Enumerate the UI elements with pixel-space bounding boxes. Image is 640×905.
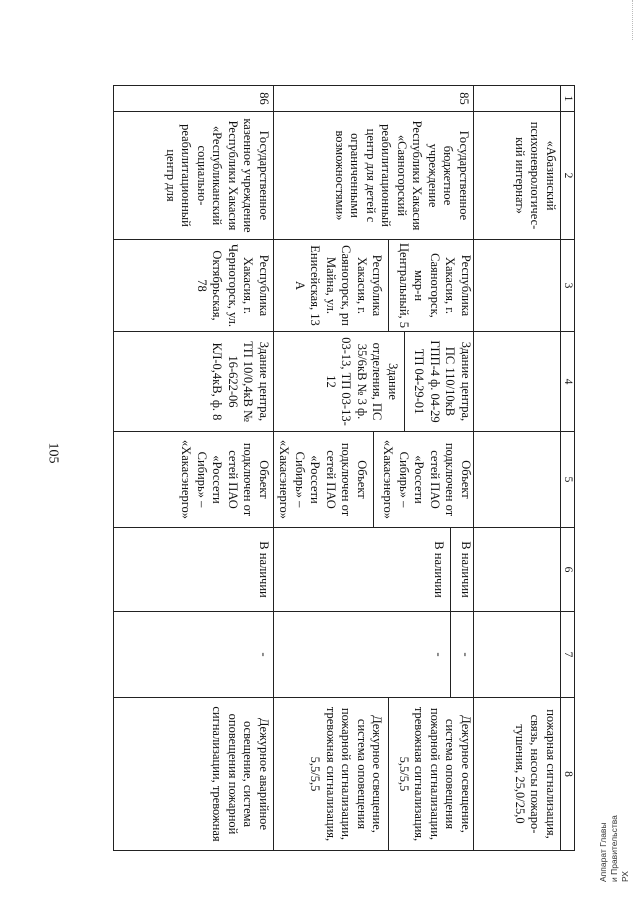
stamp-line-2: и Правительства РХ	[609, 815, 630, 882]
cell-name: «Абазинский психоневрологичес-кий интернат»	[474, 112, 561, 240]
cell-address	[274, 240, 474, 332]
connection-branch: Объект подключен от сетей ПАО «Россети Сибирь» – «Хакасэнерго»	[277, 439, 369, 520]
header-cell-4: 4	[561, 332, 575, 432]
cell-load: пожарная сигнализация, связь, насосы пожаро-тушения, 25,0/25,0	[474, 698, 561, 851]
cell-col7	[474, 612, 561, 698]
cell-address	[474, 240, 561, 332]
table-container	[113, 85, 575, 850]
table-rotated-wrapper	[113, 85, 575, 850]
load-main: Дежурное освещение, система оповещения пожарной сигнализации, тревожная сигнализация, 5,5/5,5	[389, 698, 474, 850]
cell-name: Государственное бюджетное учреждение Республики Хакасия «Саяногорский реабилитационный центр для детей с ограниченными возможностями»	[274, 112, 474, 240]
cell-power-source	[474, 332, 561, 432]
header-row	[561, 86, 575, 851]
cell-availability	[274, 528, 474, 612]
load-branch: Дежурное освещение, система оповещения пожарной сигнализации, тревожная сигнализация, 5,5/5,5	[308, 706, 385, 842]
cell-col7	[274, 612, 474, 698]
power-branch: Здание отделения, ПС 35/6кВ № 3 ф. 03-13, ТП 03-13-12	[324, 337, 400, 426]
header-cell-8: 8	[561, 698, 575, 851]
cell-col7: -	[114, 612, 274, 698]
page-edge-mark	[632, 0, 639, 40]
col7-main: -	[451, 612, 474, 697]
cell-name: Государственное казенное учреждение Республики Хакасия «Республиканский социально-реабилитационный центр для	[114, 112, 274, 240]
power-main: Здание центра, ПС 110/10кВ ГПП-4 ф. 04-29 ТП 04-29-01	[404, 332, 473, 431]
stamp-text	[598, 812, 630, 882]
cell-num	[474, 86, 561, 112]
cell-load	[274, 698, 474, 851]
cell-availability: В наличии	[114, 528, 274, 612]
cell-connection	[274, 432, 474, 528]
objects-table	[113, 85, 575, 851]
cell-availability	[474, 528, 561, 612]
header-cell-3: 3	[561, 240, 575, 332]
table-row-85	[274, 86, 474, 851]
header-cell-2: 2	[561, 112, 575, 240]
official-stamp	[598, 812, 630, 882]
header-cell-5: 5	[561, 432, 575, 528]
cell-connection	[474, 432, 561, 528]
cell-num: 85	[274, 86, 474, 112]
cell-address: Республика Хакасия, г. Черногорск, ул. Октябрьская, 78	[114, 240, 274, 332]
cell-power-source	[274, 332, 474, 432]
table-row-continuation	[474, 86, 561, 851]
page-number-text: 105	[45, 442, 60, 464]
address-main: Республика Хакасия, г. Саяногорск, мкр-н Центральный, 5	[389, 240, 474, 331]
availability-main: В наличии	[451, 528, 474, 611]
cell-connection: Объект подключен от сетей ПАО «Россети Сибирь» – «Хакасэнерго»	[114, 432, 274, 528]
header-cell-7: 7	[561, 612, 575, 698]
header-cell-6: 6	[561, 528, 575, 612]
cell-power-source: Здание центра, ТП 10/0,4кВ № 16-622-06 КЛ-0,4кВ, ф. 8	[114, 332, 274, 432]
table-row-86	[114, 86, 274, 851]
col7-branch: -	[432, 652, 447, 657]
stamp-line-1: Аппарат Главы	[598, 822, 608, 882]
availability-branch: В наличии	[432, 541, 447, 598]
page-number	[44, 438, 60, 468]
cell-num: 86	[114, 86, 274, 112]
header-cell-1: 1	[561, 86, 575, 112]
cell-load: Дежурное аварийное освещение, система оповещения пожарной сигнализации, тревожная	[114, 698, 274, 851]
connection-main: Объект подключен от сетей ПАО «Россети Сибирь» – «Хакасэнерго»	[373, 432, 473, 527]
address-branch: Республика Хакасия, г. Саяногорск, рп Майна, ул. Енисейская, 13 А	[293, 245, 385, 326]
